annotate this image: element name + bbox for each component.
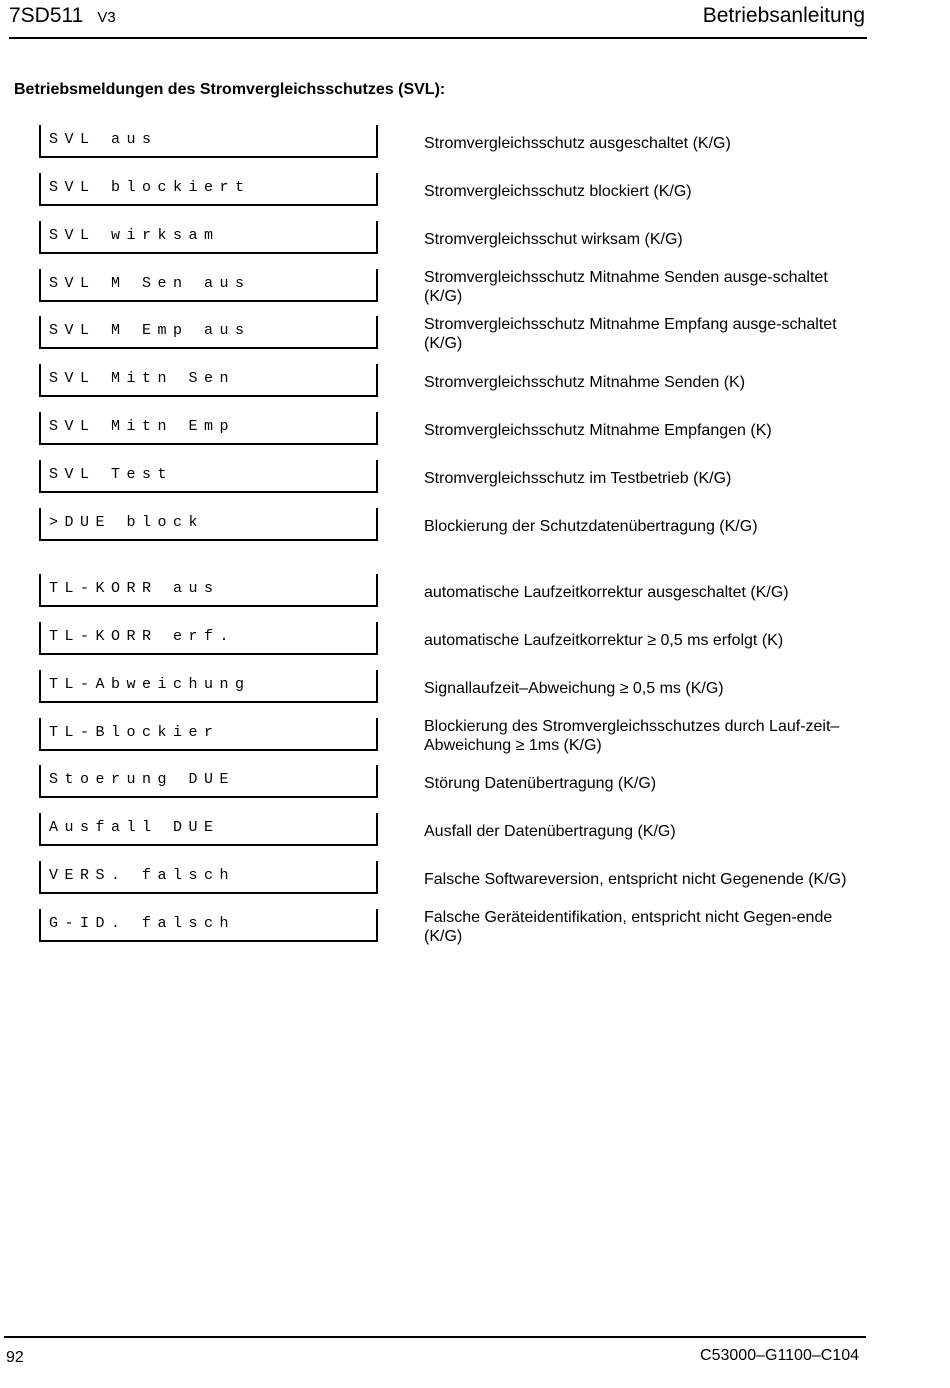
- lcd-display: TL-KORR aus: [39, 574, 378, 607]
- header-doc-type: Betriebsanleitung: [702, 4, 865, 27]
- message-row: [38, 221, 868, 257]
- product-name: 7SD511: [9, 4, 84, 27]
- message-row: [38, 909, 868, 945]
- message-description: automatische Laufzeitkorrektur ausgeschaltet (K/G): [424, 583, 789, 601]
- message-description: Blockierung der Schutzdatenübertragung (K/G): [424, 517, 758, 535]
- lcd-display: VERS. falsch: [39, 861, 378, 894]
- message-description: Falsche Geräteidentifikation, entspricht nicht Gegen-ende (K/G): [424, 909, 833, 945]
- lcd-display: SVL Mitn Emp: [39, 412, 378, 445]
- message-description: Stromvergleichsschutz ausgeschaltet (K/G): [424, 134, 731, 152]
- lcd-display: TL-Blockier: [39, 718, 378, 751]
- lcd-display: SVL Test: [39, 460, 378, 493]
- message-description: automatische Laufzeitkorrektur ≥ 0,5 ms erfolgt (K): [424, 631, 784, 649]
- message-description: Störung Datenübertragung (K/G): [424, 774, 657, 792]
- message-row: [38, 861, 868, 897]
- lcd-display: Stoerung DUE: [39, 765, 378, 798]
- header-product: [9, 4, 116, 28]
- message-row: [38, 718, 868, 754]
- lcd-display: SVL wirksam: [39, 221, 378, 254]
- lcd-display: >DUE block: [39, 508, 378, 541]
- message-description: Signallaufzeit–Abweichung ≥ 0,5 ms (K/G): [424, 679, 724, 697]
- message-row: [38, 364, 868, 400]
- header-rule: [9, 37, 867, 39]
- lcd-display: TL-Abweichung: [39, 670, 378, 703]
- message-row: [38, 412, 868, 448]
- section-title: Betriebsmeldungen des Stromvergleichsschutzes (SVL):: [14, 81, 446, 98]
- lcd-display: SVL blockiert: [39, 173, 378, 206]
- lcd-display: SVL aus: [39, 125, 378, 158]
- message-row: [38, 316, 868, 352]
- message-row: [38, 813, 868, 849]
- message-row: [38, 508, 868, 544]
- message-description: Stromvergleichsschutz Mitnahme Empfang ausge-schaltet (K/G): [424, 316, 837, 352]
- message-description: Falsche Softwareversion, entspricht nicht Gegenende (K/G): [424, 870, 847, 888]
- message-description: Stromvergleichsschut wirksam (K/G): [424, 230, 683, 248]
- message-row: [38, 670, 868, 706]
- message-description: Stromvergleichsschutz Mitnahme Empfangen (K): [424, 421, 772, 439]
- message-description: Stromvergleichsschutz blockiert (K/G): [424, 182, 692, 200]
- message-row: [38, 269, 868, 305]
- message-row: [38, 622, 868, 658]
- lcd-display: SVL M Sen aus: [39, 269, 378, 302]
- message-description: Stromvergleichsschutz im Testbetrieb (K/G): [424, 469, 732, 487]
- message-row: [38, 125, 868, 161]
- message-description: Ausfall der Datenübertragung (K/G): [424, 822, 676, 840]
- message-row: [38, 574, 868, 610]
- message-description: Stromvergleichsschutz Mitnahme Senden (K): [424, 373, 746, 391]
- lcd-display: SVL M Emp aus: [39, 316, 378, 349]
- page-number: 92: [6, 1349, 24, 1366]
- lcd-display: G-ID. falsch: [39, 909, 378, 942]
- message-row: [38, 173, 868, 209]
- lcd-display: TL-KORR erf.: [39, 622, 378, 655]
- message-description: Blockierung des Stromvergleichsschutzes durch Lauf-zeit–Abweichung ≥ 1ms (K/G): [424, 718, 840, 754]
- message-description: Stromvergleichsschutz Mitnahme Senden ausge-schaltet (K/G): [424, 269, 828, 305]
- message-row: [38, 765, 868, 801]
- document-number: C53000–G1100–C104: [700, 1347, 859, 1364]
- lcd-display: SVL Mitn Sen: [39, 364, 378, 397]
- lcd-display: Ausfall DUE: [39, 813, 378, 846]
- message-row: [38, 460, 868, 496]
- product-version: V3: [97, 9, 116, 26]
- footer-rule: [4, 1336, 866, 1338]
